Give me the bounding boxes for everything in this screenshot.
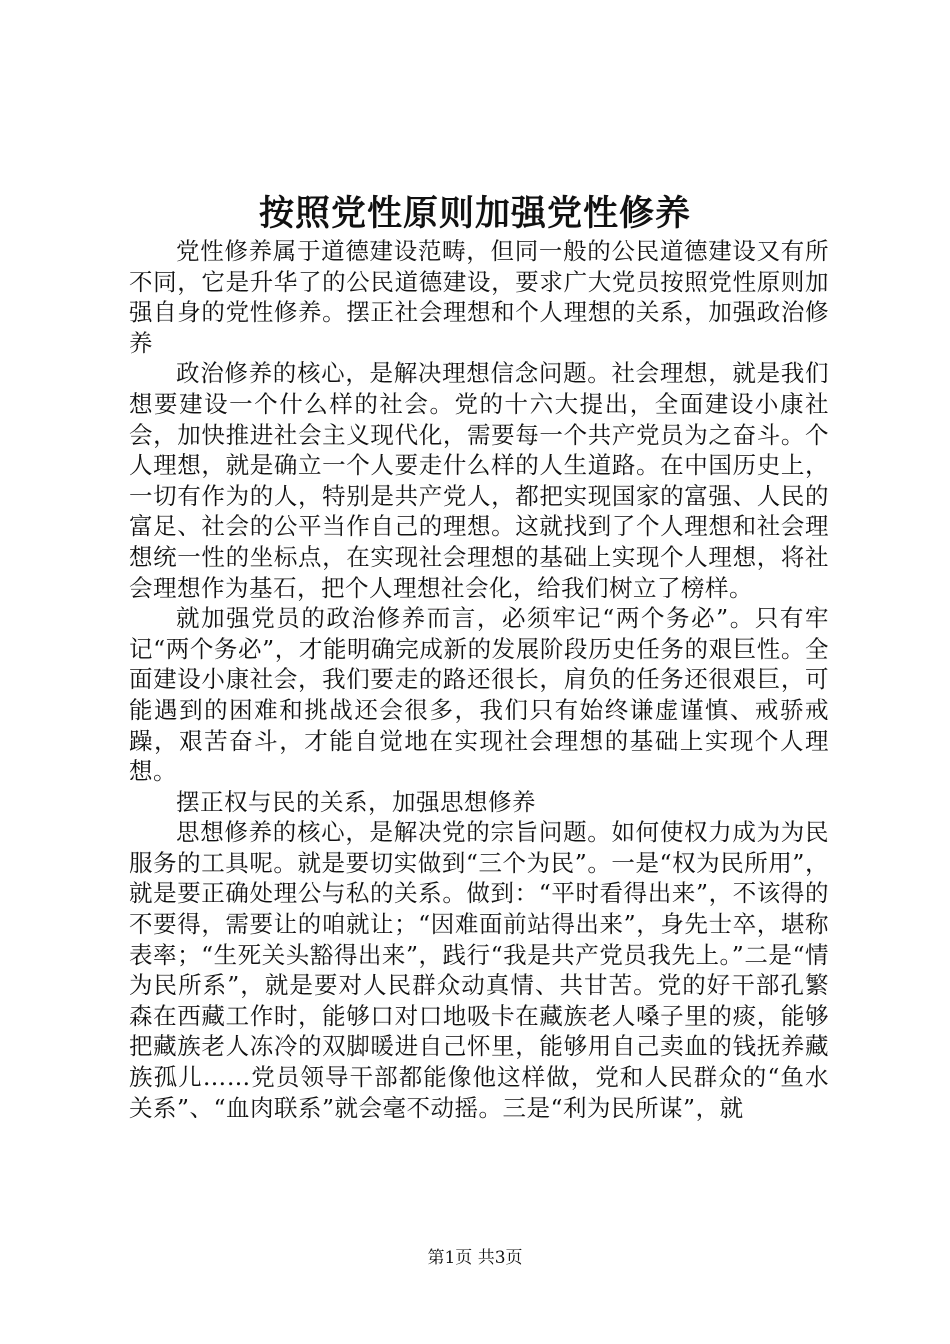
paragraph: 思想修养的核心，是解决党的宗旨问题。如何使权力成为为民服务的工具呢。就是要切实做到“三个为民”。一是“权为民所用”，就是要正确处理公与私的关系。做到：“平时看得出来”，不该得的不要得，需要让的咱就让；“因难面前站得出来”，身先士卒，堪称表率；“生死关头豁得出来”，践行“我是共产党员我先上。”二是“情为民所系”，就是要对人民群众动真情、共甘苦。党的好干部孔繁森在西藏工作时，能够口对口地吸卡在藏族老人嗓子里的痰，能够把藏族老人冻冷的双脚暖进自己怀里，能够用自己卖血的钱抚养藏族孤儿……党员领导干部都能像他这样做，党和人民群众的“鱼水关系”、“血肉联系”就会毫不动摇。三是“利为民所谋”，就	[129, 818, 829, 1122]
document-title: 按照党性原则加强党性修养	[258, 193, 691, 234]
page-footer: 第1页 共3页	[427, 1248, 523, 1268]
paragraph: 就加强党员的政治修养而言，必须牢记“两个务必”。只有牢记“两个务必”，才能明确完成新的发展阶段历史任务的艰巨性。全面建设小康社会，我们要走的路还很长，肩负的任务还很艰巨，可能遇到的困难和挑战还会很多，我们只有始终谦虚谨慎、戒骄戒躁，艰苦奋斗，才能自觉地在实现社会理想的基础上实现个人理想。	[129, 604, 829, 786]
document-body	[129, 236, 829, 1123]
paragraph: 政治修养的核心，是解决理想信念问题。社会理想，就是我们想要建设一个什么样的社会。党的十六大提出，全面建设小康社会，加快推进社会主义现代化，需要每一个共产党员为之奋斗。个人理想，就是确立一个人要走什么样的人生道路。在中国历史上，一切有作为的人，特别是共产党人，都把实现国家的富强、人民的富足、社会的公平当作自己的理想。这就找到了个人理想和社会理想统一性的坐标点，在实现社会理想的基础上实现个人理想，将社会理想作为基石，把个人理想社会化，给我们树立了榜样。	[129, 359, 829, 602]
paragraph: 党性修养属于道德建设范畴，但同一般的公民道德建设又有所不同，它是升华了的公民道德建设，要求广大党员按照党性原则加强自身的党性修养。摆正社会理想和个人理想的关系，加强政治修养	[129, 237, 829, 357]
section-heading: 摆正权与民的关系，加强思想修养	[176, 787, 536, 816]
